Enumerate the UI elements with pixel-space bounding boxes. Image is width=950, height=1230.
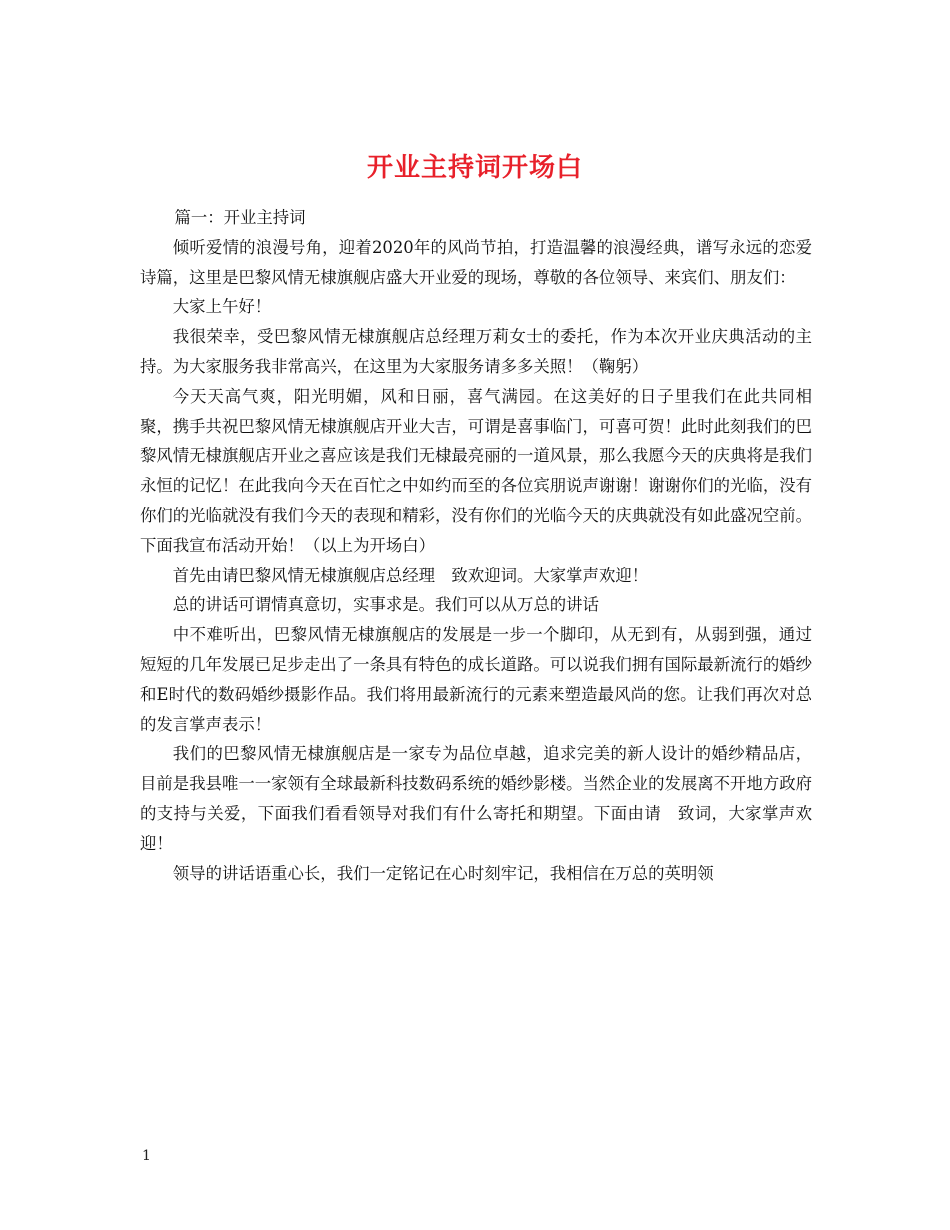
paragraph: 总的讲话可谓情真意切，实事求是。我们可以从万总的讲话 — [172, 595, 599, 615]
section-heading: 篇一：开业主持词 — [174, 208, 306, 227]
paragraph: 倾听爱情的浪漫号角，迎着2020年的风尚节拍，打造温馨的浪漫经典，谱写永远的恋爱诗篇，这里是巴黎风情无棣旗舰店盛大开业爱的现场，尊敬的各位领导、来宾们、朋友们： — [140, 237, 812, 287]
paragraph: 首先由请巴黎风情无棣旗舰店总经理 致欢迎词。大家掌声欢迎！ — [172, 565, 649, 585]
paragraph: 中不难听出，巴黎风情无棣旗舰店的发展是一步一个脚印，从无到有，从弱到强，通过短短的几年发展已足步走出了一条具有特色的成长道路。可以说我们拥有国际最新流行的婚纱和E时代的数码婚纱摄影作品。我们将用最新流行的元素来塑造最风尚的您。让我们再次对总的发言掌声表示！ — [140, 625, 813, 734]
page-number: 1 — [142, 1148, 151, 1164]
document-body — [140, 203, 812, 888]
paragraph: 我很荣幸，受巴黎风情无棣旗舰店总经理万莉女士的委托，作为本次开业庆典活动的主持。为大家服务我非常高兴，在这里为大家服务请多多关照！（鞠躬） — [140, 327, 812, 376]
paragraph: 我们的巴黎风情无棣旗舰店是一家专为品位卓越，追求完美的新人设计的婚纱精品店，目前是我县唯一一家领有全球最新科技数码系统的婚纱影楼。当然企业的发展离不开地方政府的支持与关爱，下面我们看看领导对我们有什么寄托和期望。下面由请 致词，大家掌声欢迎！ — [140, 744, 813, 853]
paragraph: 今天天高气爽，阳光明媚，风和日丽，喜气满园。在这美好的日子里我们在此共同相聚，携手共祝巴黎风情无棣旗舰店开业大吉，可谓是喜事临门，可喜可贺！此时此刻我们的巴黎风情无棣旗舰店开业之喜应该是我们无棣最亮丽的一道风景，那么我愿今天的庆典将是我们永恒的记忆！在此我向今天在百忙之中如约而至的各位宾朋说声谢谢！谢谢你们的光临，没有你们的光临就没有我们今天的表现和精彩，没有你们的光临今天的庆典就没有如此盛况空前。下面我宣布活动开始！（以上为开场白） — [140, 386, 813, 555]
paragraph: 领导的讲话语重心长，我们一定铭记在心时刻牢记，我相信在万总的英明领 — [172, 863, 714, 883]
document-title: 开业主持词开场白 — [366, 153, 583, 184]
paragraph: 大家上午好！ — [172, 297, 272, 317]
